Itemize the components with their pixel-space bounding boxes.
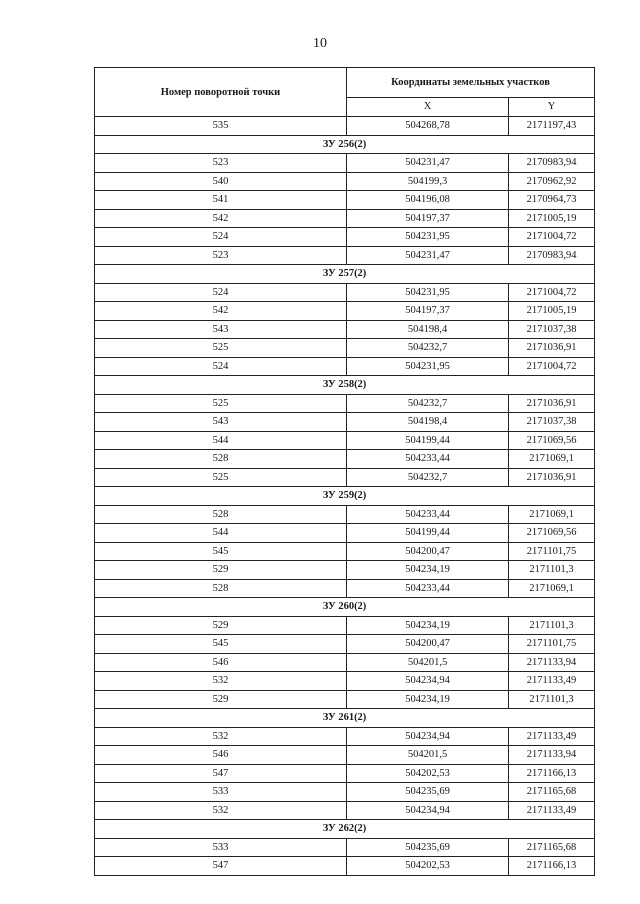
- y-coordinate-cell: 2170962,92: [509, 172, 595, 191]
- y-coordinate-cell: 2171166,13: [509, 764, 595, 783]
- point-number-cell: 545: [95, 635, 347, 654]
- table-row: [95, 801, 595, 820]
- point-number-cell: 524: [95, 283, 347, 302]
- x-coordinate-cell: 504232,7: [347, 394, 509, 413]
- y-coordinate-cell: 2171101,75: [509, 542, 595, 561]
- x-coordinate-cell: 504233,44: [347, 505, 509, 524]
- y-coordinate-cell: 2171037,38: [509, 320, 595, 339]
- section-row: [95, 820, 595, 839]
- point-number-cell: 525: [95, 394, 347, 413]
- y-coordinate-cell: 2171069,56: [509, 524, 595, 543]
- point-number-cell: 525: [95, 468, 347, 487]
- point-number-cell: 524: [95, 228, 347, 247]
- point-number-cell: 540: [95, 172, 347, 191]
- table-row: [95, 209, 595, 228]
- table-row: [95, 357, 595, 376]
- point-number-cell: 528: [95, 579, 347, 598]
- section-title: ЗУ 258(2): [95, 376, 595, 395]
- y-coordinate-cell: 2171036,91: [509, 468, 595, 487]
- table-header: [95, 68, 595, 117]
- y-coordinate-cell: 2171101,75: [509, 635, 595, 654]
- table-row: [95, 117, 595, 136]
- page-number: 10: [313, 36, 327, 51]
- x-coordinate-cell: 504197,37: [347, 302, 509, 321]
- table-row: [95, 746, 595, 765]
- point-number-cell: 542: [95, 302, 347, 321]
- section-title: ЗУ 259(2): [95, 487, 595, 506]
- point-number-cell: 547: [95, 857, 347, 876]
- y-coordinate-cell: 2171069,56: [509, 431, 595, 450]
- x-coordinate-cell: 504234,94: [347, 801, 509, 820]
- point-number-cell: 544: [95, 524, 347, 543]
- y-column-header: Y: [509, 97, 595, 116]
- table-row: [95, 672, 595, 691]
- x-coordinate-cell: 504202,53: [347, 857, 509, 876]
- point-number-cell: 528: [95, 505, 347, 524]
- table-row: [95, 228, 595, 247]
- y-coordinate-cell: 2171133,49: [509, 672, 595, 691]
- point-number-cell: 532: [95, 727, 347, 746]
- x-coordinate-cell: 504199,3: [347, 172, 509, 191]
- section-title: ЗУ 261(2): [95, 709, 595, 728]
- point-number-cell: 547: [95, 764, 347, 783]
- table-row: [95, 283, 595, 302]
- point-number-cell: 528: [95, 450, 347, 469]
- point-number-cell: 533: [95, 783, 347, 802]
- table-row: [95, 302, 595, 321]
- point-number-cell: 533: [95, 838, 347, 857]
- table-row: [95, 431, 595, 450]
- point-number-cell: 543: [95, 320, 347, 339]
- table-row: [95, 542, 595, 561]
- point-number-cell: 529: [95, 616, 347, 635]
- point-number-cell: 544: [95, 431, 347, 450]
- table-body: [95, 117, 595, 876]
- table-row: [95, 857, 595, 876]
- table-row: [95, 505, 595, 524]
- table-row: [95, 468, 595, 487]
- section-title: ЗУ 256(2): [95, 135, 595, 154]
- x-coordinate-cell: 504232,7: [347, 339, 509, 358]
- x-coordinate-cell: 504234,19: [347, 561, 509, 580]
- table-row: [95, 690, 595, 709]
- section-row: [95, 709, 595, 728]
- x-coordinate-cell: 504234,94: [347, 727, 509, 746]
- table-row: [95, 413, 595, 432]
- point-number-cell: 525: [95, 339, 347, 358]
- table-row: [95, 616, 595, 635]
- x-coordinate-cell: 504235,69: [347, 783, 509, 802]
- y-coordinate-cell: 2171101,3: [509, 690, 595, 709]
- y-coordinate-cell: 2171133,49: [509, 727, 595, 746]
- point-number-cell: 532: [95, 672, 347, 691]
- table-row: [95, 653, 595, 672]
- y-coordinate-cell: 2171069,1: [509, 579, 595, 598]
- x-coordinate-cell: 504231,95: [347, 357, 509, 376]
- y-coordinate-cell: 2171069,1: [509, 450, 595, 469]
- x-coordinate-cell: 504196,08: [347, 191, 509, 210]
- x-coordinate-cell: 504235,69: [347, 838, 509, 857]
- point-number-cell: 541: [95, 191, 347, 210]
- table-row: [95, 838, 595, 857]
- y-coordinate-cell: 2171004,72: [509, 283, 595, 302]
- table-row: [95, 191, 595, 210]
- y-coordinate-cell: 2171101,3: [509, 616, 595, 635]
- point-number-cell: 545: [95, 542, 347, 561]
- point-number-cell: 524: [95, 357, 347, 376]
- table-row: [95, 635, 595, 654]
- x-coordinate-cell: 504231,95: [347, 283, 509, 302]
- y-coordinate-cell: 2170983,94: [509, 154, 595, 173]
- section-title: ЗУ 257(2): [95, 265, 595, 284]
- point-number-cell: 543: [95, 413, 347, 432]
- table-row: [95, 579, 595, 598]
- x-coordinate-cell: 504231,47: [347, 154, 509, 173]
- y-coordinate-cell: 2171037,38: [509, 413, 595, 432]
- section-row: [95, 376, 595, 395]
- x-coordinate-cell: 504232,7: [347, 468, 509, 487]
- y-coordinate-cell: 2171005,19: [509, 209, 595, 228]
- table-row: [95, 524, 595, 543]
- y-coordinate-cell: 2171036,91: [509, 394, 595, 413]
- table-row: [95, 154, 595, 173]
- y-coordinate-cell: 2171165,68: [509, 838, 595, 857]
- y-coordinate-cell: 2171133,94: [509, 746, 595, 765]
- x-coordinate-cell: 504234,19: [347, 690, 509, 709]
- table-row: [95, 727, 595, 746]
- x-coordinate-cell: 504233,44: [347, 579, 509, 598]
- table-row: [95, 450, 595, 469]
- point-number-cell: 535: [95, 117, 347, 136]
- point-number-cell: 523: [95, 246, 347, 265]
- table-row: [95, 764, 595, 783]
- section-title: ЗУ 262(2): [95, 820, 595, 839]
- x-coordinate-cell: 504197,37: [347, 209, 509, 228]
- y-coordinate-cell: 2171004,72: [509, 228, 595, 247]
- point-number-cell: 529: [95, 690, 347, 709]
- section-row: [95, 598, 595, 617]
- y-coordinate-cell: 2171036,91: [509, 339, 595, 358]
- coordinates-header: Координаты земельных участков: [347, 68, 595, 98]
- y-coordinate-cell: 2171133,94: [509, 653, 595, 672]
- x-coordinate-cell: 504201,5: [347, 653, 509, 672]
- y-coordinate-cell: 2170983,94: [509, 246, 595, 265]
- x-coordinate-cell: 504199,44: [347, 431, 509, 450]
- x-coordinate-cell: 504198,4: [347, 413, 509, 432]
- y-coordinate-cell: 2171101,3: [509, 561, 595, 580]
- table-row: [95, 339, 595, 358]
- section-title: ЗУ 260(2): [95, 598, 595, 617]
- coordinates-table: [94, 67, 595, 876]
- section-row: [95, 265, 595, 284]
- point-number-cell: 529: [95, 561, 347, 580]
- point-number-cell: 542: [95, 209, 347, 228]
- section-row: [95, 487, 595, 506]
- x-coordinate-cell: 504200,47: [347, 542, 509, 561]
- x-coordinate-cell: 504268,78: [347, 117, 509, 136]
- table-row: [95, 394, 595, 413]
- table-row: [95, 783, 595, 802]
- x-coordinate-cell: 504234,94: [347, 672, 509, 691]
- x-coordinate-cell: 504200,47: [347, 635, 509, 654]
- x-coordinate-cell: 504198,4: [347, 320, 509, 339]
- y-coordinate-cell: 2170964,73: [509, 191, 595, 210]
- y-coordinate-cell: 2171197,43: [509, 117, 595, 136]
- x-coordinate-cell: 504234,19: [347, 616, 509, 635]
- x-coordinate-cell: 504202,53: [347, 764, 509, 783]
- x-coordinate-cell: 504201,5: [347, 746, 509, 765]
- y-coordinate-cell: 2171166,13: [509, 857, 595, 876]
- point-number-cell: 523: [95, 154, 347, 173]
- section-row: [95, 135, 595, 154]
- y-coordinate-cell: 2171133,49: [509, 801, 595, 820]
- table-row: [95, 246, 595, 265]
- x-coordinate-cell: 504231,95: [347, 228, 509, 247]
- point-number-cell: 546: [95, 746, 347, 765]
- y-coordinate-cell: 2171005,19: [509, 302, 595, 321]
- table-row: [95, 320, 595, 339]
- x-coordinate-cell: 504233,44: [347, 450, 509, 469]
- point-number-cell: 546: [95, 653, 347, 672]
- x-coordinate-cell: 504199,44: [347, 524, 509, 543]
- x-coordinate-cell: 504231,47: [347, 246, 509, 265]
- y-coordinate-cell: 2171069,1: [509, 505, 595, 524]
- y-coordinate-cell: 2171165,68: [509, 783, 595, 802]
- point-number-cell: 532: [95, 801, 347, 820]
- table-row: [95, 561, 595, 580]
- x-column-header: X: [347, 97, 509, 116]
- table-row: [95, 172, 595, 191]
- point-number-header: Номер поворотной точки: [95, 68, 347, 117]
- y-coordinate-cell: 2171004,72: [509, 357, 595, 376]
